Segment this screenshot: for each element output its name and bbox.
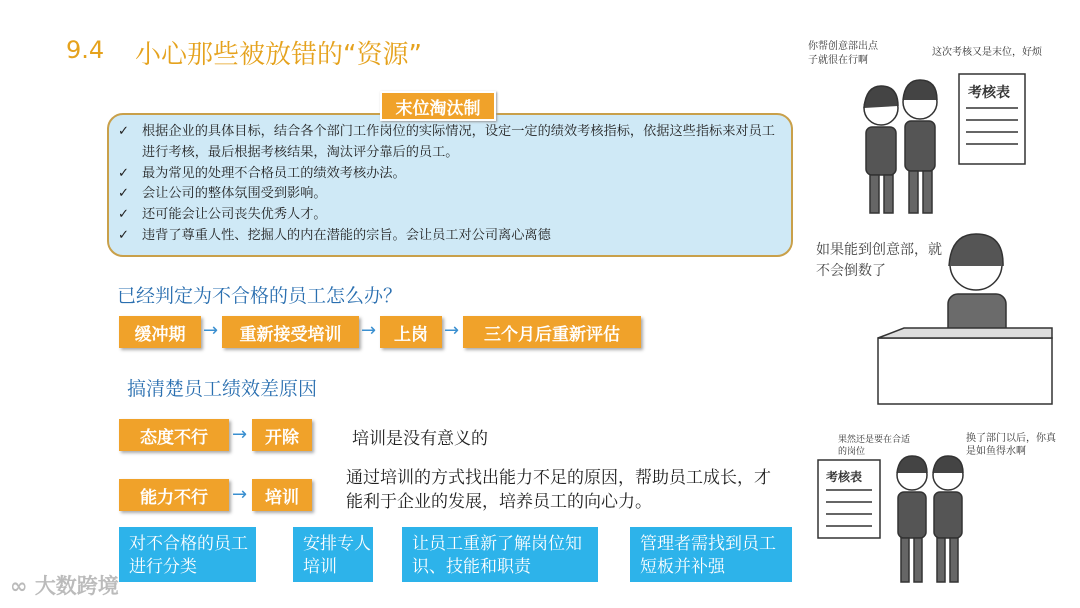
bullet-text: 违背了尊重人性、挖掘人的内在潜能的宗旨。会让员工对公司离心离德 xyxy=(142,227,551,243)
logo-icon: ∞ xyxy=(10,574,35,598)
illustration-panel-2 xyxy=(808,228,1063,408)
flow-step: 上岗 xyxy=(380,316,442,348)
flow-step: 三个月后重新评估 xyxy=(463,316,641,348)
bullet-text: 根据企业的具体目标，结合各个部门工作岗位的实际情况，设定一定的绩效考核指标，依据这些指标来对员工进行考核，最后根据考核结果，淘汰评分靠后的员工。 xyxy=(142,124,775,160)
list-item xyxy=(118,122,786,164)
tip-box: 管理者需找到员工短板并补强 xyxy=(630,527,792,582)
watermark-logo: ∞ 大数跨境 xyxy=(10,574,119,598)
speech-text: 这次考核又是末位，好烦 xyxy=(932,47,1042,58)
list-item xyxy=(118,205,786,226)
list-item xyxy=(118,184,786,205)
ability-label: 能力不行 xyxy=(119,479,229,511)
check-icon: ✓ xyxy=(118,227,130,243)
ability-action: 培训 xyxy=(252,479,312,511)
arrow-right-icon: → xyxy=(444,320,460,341)
illustration-panel-1 xyxy=(808,30,1063,220)
bullet-text: 最为常见的处理不合格员工的绩效考核办法。 xyxy=(142,165,406,181)
ability-note: 通过培训的方式找出能力不足的原因，帮助员工成长，才能利于企业的发展，培养员工的向心力。 xyxy=(346,468,771,512)
list-item xyxy=(118,226,786,247)
bullet-text: 还可能会让公司丧失优秀人才。 xyxy=(142,207,327,223)
speech-text: 果然还是要在合适的岗位 xyxy=(838,435,911,457)
arrow-right-icon: → xyxy=(232,424,248,445)
arrow-right-icon: → xyxy=(232,484,248,505)
speech-text: 你帮创意部出点子就很在行啊 xyxy=(808,41,878,66)
sheet-label: 考核表 xyxy=(826,470,863,484)
page-title: 小心那些被放错的“资源” xyxy=(135,40,422,70)
illustration-panel-3 xyxy=(808,430,1063,590)
tip-box: 让员工重新了解岗位知识、技能和职责 xyxy=(402,527,598,582)
speech-text: 如果能到创意部，就不会倒数了 xyxy=(816,242,942,279)
flow-step: 缓冲期 xyxy=(119,316,201,348)
check-icon: ✓ xyxy=(118,186,130,202)
flow-question: 已经判定为不合格的员工怎么办？ xyxy=(117,285,403,307)
check-icon: ✓ xyxy=(118,124,130,139)
attitude-label: 态度不行 xyxy=(119,419,229,451)
bullet-text: 会让公司的整体氛围受到影响。 xyxy=(142,186,327,202)
speech-text: 换了部门以后，你真是如鱼得水啊 xyxy=(966,433,1056,457)
cartoon-employees-image xyxy=(808,30,1063,220)
section-number: 9.4 xyxy=(66,36,105,64)
causes-heading: 搞清楚员工绩效差原因 xyxy=(127,378,318,400)
arrow-right-icon: → xyxy=(361,320,377,341)
check-icon: ✓ xyxy=(118,165,130,181)
arrow-right-icon: → xyxy=(203,320,219,341)
flow-step: 重新接受培训 xyxy=(222,316,359,348)
list-item xyxy=(118,164,786,185)
sheet-label: 考核表 xyxy=(968,85,1010,101)
attitude-note: 培训是没有意义的 xyxy=(352,429,488,449)
attitude-action: 开除 xyxy=(252,419,312,451)
rule-tag: 末位淘汰制 xyxy=(380,91,496,121)
rule-bullet-list xyxy=(118,120,786,247)
check-icon: ✓ xyxy=(118,207,130,223)
tip-box: 对不合格的员工进行分类 xyxy=(119,527,256,582)
tip-box: 安排专人培训 xyxy=(293,527,373,582)
